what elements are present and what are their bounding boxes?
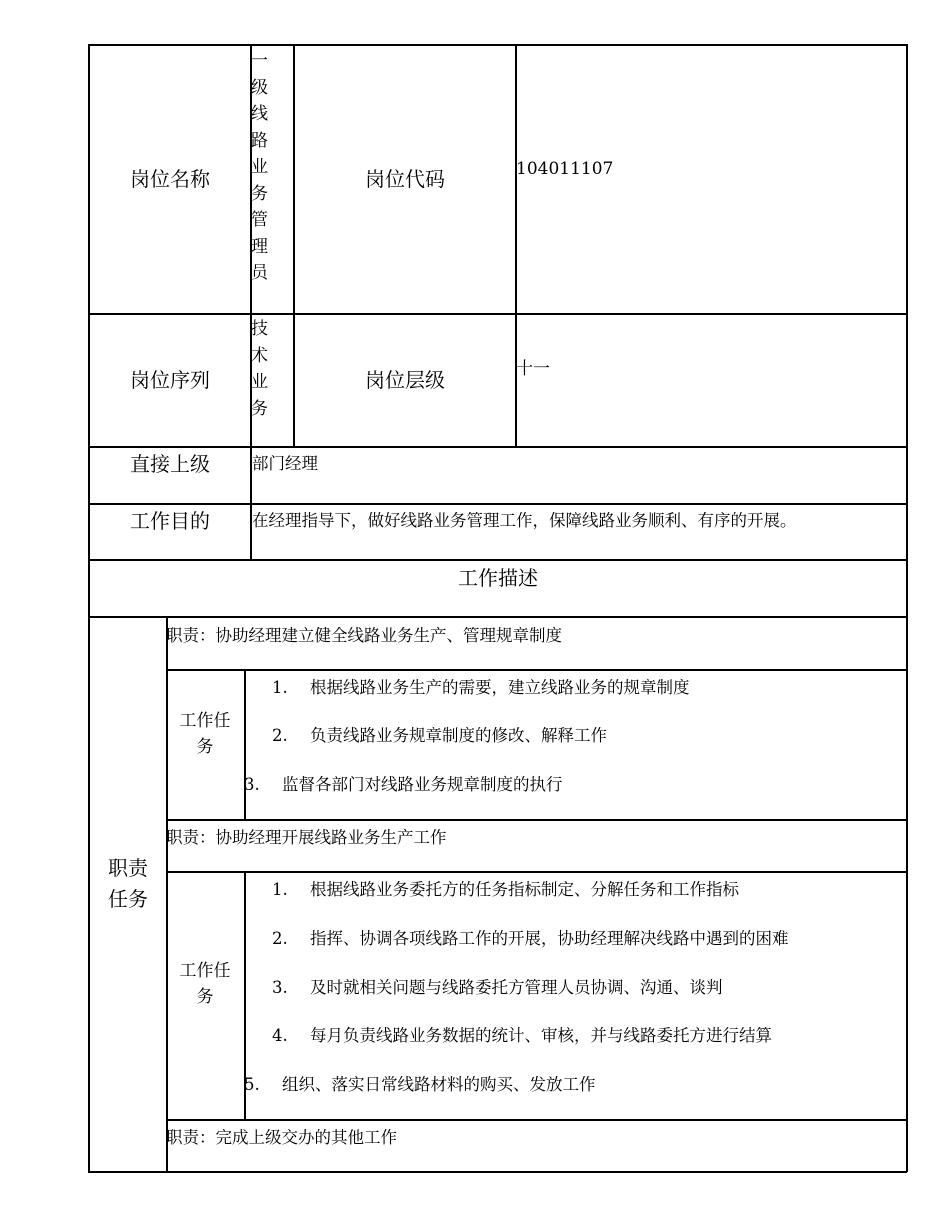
- superior-label: 直接上级: [130, 451, 210, 476]
- purpose-label: 工作目的: [130, 508, 210, 533]
- task-label: 工作任 务: [179, 711, 231, 757]
- post-name-value: 一 级 线 路 业 务 管 理 员: [251, 51, 268, 283]
- task-item: 1. 根据线路业务委托方的任务指标制定、分解任务和工作指标: [272, 880, 739, 899]
- superior-value: 部门经理: [252, 454, 318, 473]
- duty-title: 职责：协助经理建立健全线路业务生产、管理规章制度: [166, 626, 562, 645]
- post-code-label: 岗位代码: [365, 167, 445, 191]
- post-code-value: 104011107: [516, 159, 614, 179]
- task-item: 3. 监督各部门对线路业务规章制度的执行: [244, 775, 563, 794]
- post-level-value: 十一: [516, 359, 550, 379]
- task-item: 5. 组织、落实日常线路材料的购买、发放工作: [244, 1075, 596, 1094]
- post-name-label: 岗位名称: [130, 167, 210, 191]
- purpose-value: 在经理指导下，做好线路业务管理工作，保障线路业务顺利、有序的开展。: [252, 511, 797, 530]
- duties-label: 职责 任务: [108, 856, 148, 911]
- post-series-value: 技 术 业 务: [251, 319, 268, 419]
- task-item: 2. 负责线路业务规章制度的修改、解释工作: [272, 726, 607, 745]
- post-level-label: 岗位层级: [365, 368, 445, 392]
- post-series-label: 岗位序列: [130, 368, 210, 392]
- duty-title: 职责：协助经理开展线路业务生产工作: [166, 828, 447, 847]
- section-title: 工作描述: [458, 565, 538, 590]
- task-item: 3. 及时就相关问题与线路委托方管理人员协调、沟通、谈判: [272, 978, 723, 997]
- task-item: 4. 每月负责线路业务数据的统计、审核，并与线路委托方进行结算: [272, 1026, 772, 1045]
- duty-title: 职责：完成上级交办的其他工作: [166, 1128, 397, 1147]
- task-label: 工作任 务: [179, 961, 231, 1007]
- task-item: 1. 根据线路业务生产的需要，建立线路业务的规章制度: [272, 678, 690, 697]
- task-item: 2. 指挥、协调各项线路工作的开展，协助经理解决线路中遇到的困难: [272, 929, 789, 948]
